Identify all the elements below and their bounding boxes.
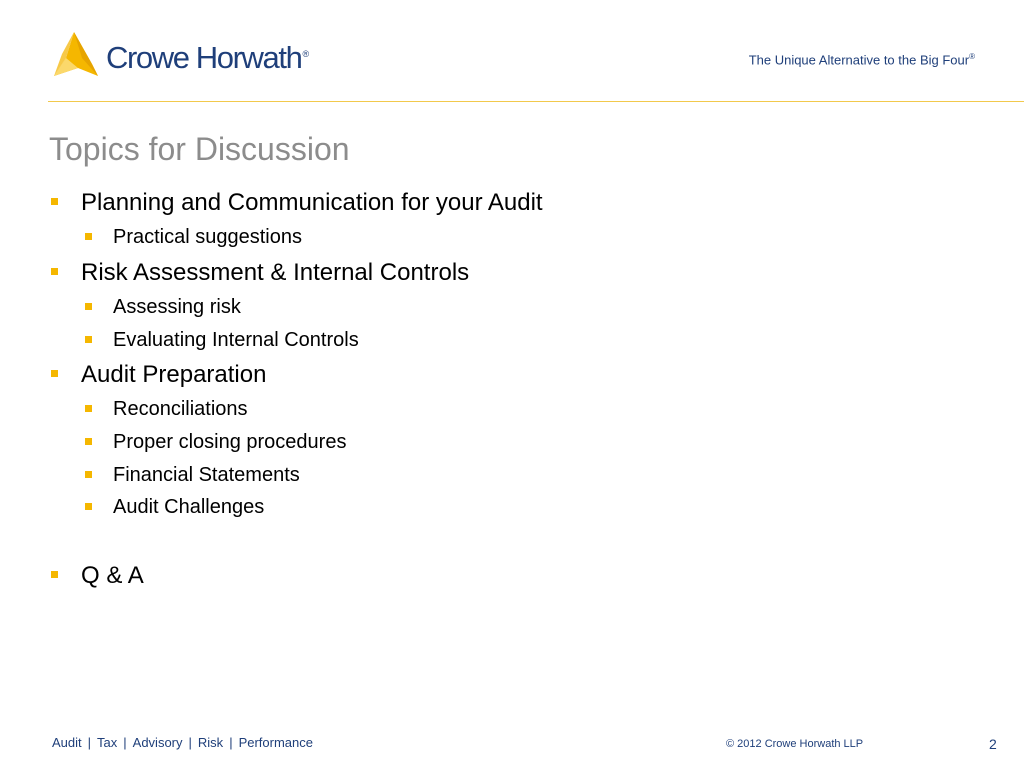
footer-services — [52, 735, 313, 750]
footer-separator: | — [229, 735, 233, 750]
list-item: Q & A — [81, 562, 144, 590]
square-bullet-icon — [85, 233, 92, 240]
footer-separator: | — [87, 735, 92, 750]
list-item: Financial Statements — [113, 464, 300, 487]
footer-service-performance: Performance — [238, 735, 313, 750]
list-item: Proper closing procedures — [113, 431, 346, 454]
footer-separator: | — [123, 735, 127, 750]
square-bullet-icon — [85, 336, 92, 343]
tagline: The Unique Alternative to the Big Four® — [748, 52, 975, 68]
square-bullet-icon — [51, 198, 58, 205]
list-item: Risk Assessment & Internal Controls — [81, 259, 469, 287]
list-item: Planning and Communication for your Audit — [81, 189, 543, 217]
list-item: Reconciliations — [113, 398, 248, 421]
square-bullet-icon — [85, 405, 92, 412]
square-bullet-icon — [51, 268, 58, 275]
footer-service-audit: Audit — [52, 735, 82, 750]
square-bullet-icon — [85, 438, 92, 445]
footer-service-tax: Tax — [97, 735, 118, 750]
slide-title: Topics for Discussion — [49, 131, 350, 167]
square-bullet-icon — [85, 503, 92, 510]
list-item: Audit Preparation — [81, 361, 266, 389]
square-bullet-icon — [51, 370, 58, 377]
square-bullet-icon — [85, 471, 92, 478]
list-item: Evaluating Internal Controls — [113, 329, 359, 352]
footer-separator: | — [188, 735, 192, 750]
copyright-notice: © 2012 Crowe Horwath LLP — [726, 738, 864, 750]
logo-wordmark: Crowe Horwath® — [106, 40, 310, 75]
square-bullet-icon — [51, 571, 58, 578]
page-number: 2 — [989, 736, 997, 752]
square-bullet-icon — [85, 303, 92, 310]
list-item: Assessing risk — [113, 296, 241, 319]
footer-service-advisory: Advisory — [132, 735, 183, 750]
list-item: Audit Challenges — [113, 496, 264, 519]
list-item: Practical suggestions — [113, 226, 302, 249]
footer-service-risk: Risk — [197, 735, 224, 750]
